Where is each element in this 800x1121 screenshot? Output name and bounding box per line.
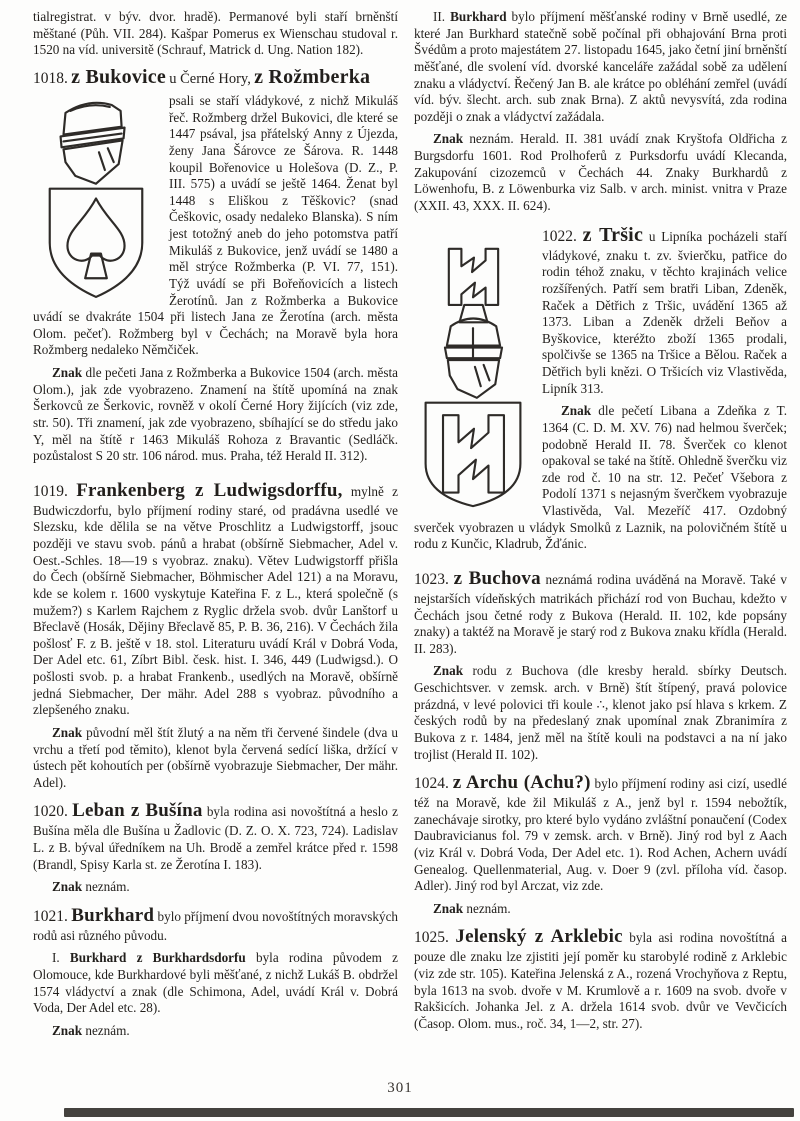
heading-middle-text: u Černé Hory, <box>169 70 251 87</box>
entry-number: 1018. <box>33 69 68 87</box>
znak-text: neznám. <box>82 879 130 895</box>
entry-1020-znak <box>33 879 398 896</box>
znak-text: rodu z Buchova (dle kresby herald. sbírky Deutsch. Geschichtsver. v zemsk. arch. v Brně) štít štípený, pravá polovice prázdná, v levé polovici tři koule ∴, klenot jako psí hlava s krkem. Z českých rodů by na předeslaný znak upomínal znak Zbranimíra z Bukova z r. 1484, jenž měl na štítě kouli na podstavci a na ní jako trojlist (Herald II. 102). <box>414 663 787 762</box>
family-name: z Bukovice <box>71 65 166 88</box>
family-name: z Buchova <box>453 567 541 589</box>
entry-1022 <box>414 223 787 559</box>
entry-number: 1019. <box>33 482 68 500</box>
entry-1018-heading <box>33 65 398 90</box>
entry-text: u Lipníka pocházeli staří vládykové, znaku t. zv. švierčku, patřice do rodin téhož znaku, v těchto krajinách velice rozšířených. Patří sem bratři Liban, Zdeněk, Raček a Dětřich z Tršic, uvádění 1365 až 1373. Liban a Zdeněk drželi Beňov a Byškovice, kteréžto zboží 1365 prodali, spolčivše se 1365 na Tršice a Bělou. Raček a Dětřich byli knězi. O Tršicích viz Vlastivěda, Lipník 313. <box>542 228 787 396</box>
entry-number: 1025. <box>414 929 449 947</box>
entry-1025 <box>414 925 787 1032</box>
znak-label: Znak <box>433 663 464 679</box>
spade-charge <box>67 199 124 261</box>
entry-text: bylo příjmení dvou novoštítných moravských rodů asi různého původu. <box>33 908 399 943</box>
entry-1024-text <box>414 771 787 895</box>
entry-number: 1023. <box>414 570 449 588</box>
coat-of-arms-trsice-image <box>414 243 532 512</box>
znak-text: neznám. Herald. II. 381 uvádí znak Kryštofa Oldřicha z Burgsdorfu 1601. Rod Prolhoferů z Purksdorfu uvádí Klecanda, Zakupování cizozemců v Čechách 44. Znaky Burkhardů z Löwenhofu, B. z Löwenburka viz Salb. v arch. minist. vnitra v Praze (XXII. 43, XXX. II. 624). <box>414 131 787 213</box>
entry-text: byla rodina asi novoštítná a heslo z Bušína měla dle Bušína u Žadlovic (D. Z. O. X. 723, 724). Ladislav L. z B. býval úředníkem na Uh. Brodě a zemřel krátce před r. 1598 (Brandl, Spisy Karla st. ze Žerotína I. 183). <box>33 804 399 872</box>
entry-1019 <box>33 479 398 792</box>
znak-text: neznám. <box>82 1022 130 1038</box>
znak-text: dle pečeti Jana z Rožmberka a Bukovice 1504 (arch. města Olom.), jak zde vyobrazeno. Znamení na štítě upomíná na znak Šerkovců ze Šerkovic, rovněž v okolí Černé Hory žijících (viz zde, str. 50). Tři znamení, jak zde vyobrazeno, sbíhající se do středu jako Y, měl na štítě r 1463 Mikuláš Rohoza z Bravantic (Sedláčk. pozůstalost S 20 str. 106 národ. mus. Praha, též Herald II. 312). <box>33 365 399 464</box>
branch-text: bylo příjmení měšťanské rodiny v Brně usedlé, ze které Jan Burkhard statečně sobě počínal při obhajování Brna proti Švédům a proto majestátem 27. listopadu 1645, jako četní jiní brněnští měšťané, dle svolení víd. dvorské kanceláře zažádal sobě za udělení znaku a vládyctví. Řečený Jan B. ale krátce po obléhání zemřel (uvádí víd. býv. šlecht. arch. sub znak Brna). Z aktů nevysvítá, zda rodina později o znak a vládyctví zažádala. <box>414 9 787 124</box>
entry-1019-text <box>33 479 398 719</box>
shield-outline <box>50 189 143 297</box>
entry-1021-text <box>33 904 398 945</box>
entry-1024 <box>414 771 787 917</box>
znak-label: Znak <box>433 900 464 916</box>
helmet-shading <box>99 148 114 170</box>
znak-text: neznám. <box>463 900 511 916</box>
znak-label: Znak <box>52 365 83 381</box>
entry-1019-znak <box>33 725 398 792</box>
family-name: Frankenberg z Ludwigsdorffu, <box>76 479 343 501</box>
entry-1023-znak <box>414 663 787 763</box>
entry-1018 <box>33 65 398 471</box>
entry-1021-branch-i <box>33 950 398 1017</box>
family-name: Jelenský z Arklebic <box>455 926 623 948</box>
entry-number: 1024. <box>414 775 449 793</box>
entry-1025-text <box>414 925 787 1032</box>
znak-text: původní měl štít žlutý a na něm tři červené šindele (dva u vrchu a třetí pod těmito), klenot byla červená sedící liška, držící v ústech pět kohoutích per (obšírně vyobrazuje Siebmacher, Der mähr. Adel). <box>33 724 399 790</box>
entry-1023 <box>414 567 787 763</box>
entry-number: 1022. <box>542 227 577 245</box>
branch-numeral: I. <box>52 950 70 966</box>
znak-text: dle pečetí Libana a Zdeňka z T. 1364 (C. D. M. XV. 76) nad helmou šverček; podobně Herald II. 78. Šverček co klenot opakoval se také na štítě. Ohledně šverčku viz zde rod č. 10 na str. 12. Pečeť Všebora z Podolí 1371 s nejasným šverčkem vyobrazuje Vlastivěda, Val. Mezeříč 417. Ozdobný sverček vyobrazen u vládyk Smolků z Laznik, na polovičném štítě u rodu z Kunčic, Kladrub, Žďánic. <box>414 403 787 552</box>
page-number: 301 <box>387 1080 413 1096</box>
entry-text: psali se staří vládykové, z nichž Mikuláš řeč. Rožmberg držel Bukovici, dle které se 1447 psával, jsa přátelský Anny z Újezda, ženy Jana Šárovce ze Šárova. R. 1448 koupil Bořenovice u Holešova (D. Z., P. III. 575) a uvádí se ještě 1464. Ženat byl 1448 s Eliškou z Těškovic? (snad Češkovic, osady nedaleko Blanska). S ním jest totožný aneb do jeho potomstva patří Mikuláš z Bukovice, jenž uvádí se 1480 a měl strýce Rožmberka (P. VI. 77, 151). Týž uvádí se při Bořeňovicích a listech Žerotínů. Jan z Rožmberka a Bukovice uvádí se dvakráte 1504 při listech Jana ze Žerotína (arch. města Olom. pečeť). Rožmberg byl v Čechách; na Moravě byla hora Rožmberg nedaleko Němčiček. <box>33 93 399 358</box>
znak-label: Znak <box>52 1022 83 1038</box>
entry-text: mylně z Budwiczdorfu, bylo příjmení rodiny staré, od pradávna usedlé ve Slezsku, kde dělila se na větve Proschlitz a Ludwigstorff, jsouc později ve stavu svob. pánů a hrabat (obšírně Siebmacher, Adel v. Oest.-Schles. 18—19 s vyobraz. znaku). Větev Ludwigstorff přišla do Čech (obšírně Siebmacher, Böhmischer Adel 121) a na Moravu, kde se kolem r. 1600 vyskytuje Kateřina F. z L., která společně (s mužem?) s Karlem Rajchem z Ryglic držela svob. dvůr Lanštorf u Břeclavě (Hosák, Dějiny Břeclavě 85, P. B. 36, 216). V Čechách žila pošlosť F. z B. ještě v 18. stol. Literaturu uvádí Král v Dobrá Voda, Der Adel etc. 61, Zíbrt Bibl. česk. hist. I. 346, 449 (Ludwigsd.). O pošlosti svob. p. a hrabat Frankenb., usedlých na Moravě, obšírně jedná Siebmacher, Der mähr. Adel 288 s vyobraz. původního a zlepšeného znaku. <box>33 483 399 718</box>
helmet-shading <box>475 364 490 385</box>
entry-1020 <box>33 799 398 895</box>
entry-number: 1020. <box>33 803 68 821</box>
znak-label: Znak <box>433 131 464 147</box>
intro-text: tialregistrat. v býv. dvor. hradě). Permanové byli staří brněnští měštané (Půh. VII. 284). Kašpar Pomerus ex Wienschau studoval r. 1520 na víd. universitě (Schrauf, Matrick d. Ung. Nation 182). <box>33 9 399 58</box>
entry-1020-text <box>33 799 398 873</box>
znak-label: Znak <box>561 403 592 419</box>
znak-label: Znak <box>52 724 83 740</box>
znak-label: Znak <box>52 879 83 895</box>
scan-edge-artifact <box>64 1108 794 1117</box>
family-name: Burkhard <box>71 904 155 926</box>
entry-text: bylo příjmení rodiny asi cizí, usedlé též na Moravě, kde žil Mikuláš z A., jenž byl r. 1594 nebožtík, zanechávaje sirotky, pro které bylo vydáno zvláštní ponaučení (Codex Daubravicianus fol. 79 v zemsk. arch. v Brně). Jiný rod byl z Aach (viz Král v. Dobrá Voda, Der Adel etc. 1). Rod Achen, Achern uvádí Genealog. Quellenmaterial, Aug. v. Doer 9 (zvl. příloha víd. časop. Adler). Jiný rod byl Arczat, viz zde. <box>414 776 788 894</box>
crest-n-rune <box>449 248 498 304</box>
spade-foot <box>85 254 107 279</box>
entry-1024-znak <box>414 901 787 918</box>
branch-ii-text <box>414 9 787 125</box>
entry-1021 <box>33 904 398 1040</box>
shield-n-rune <box>443 415 504 492</box>
entry-1021-znak <box>33 1023 398 1040</box>
entry-1023-text <box>414 567 787 657</box>
branch-family-name: Burkhard <box>450 9 507 24</box>
family-name: z Archu (Achu?) <box>452 772 591 794</box>
entry-number: 1021. <box>33 907 68 925</box>
left-column <box>33 9 398 1048</box>
entry-1018-znak <box>33 365 398 465</box>
coat-of-arms-bukovice-image <box>33 95 159 302</box>
family-name: z Tršic <box>582 223 644 246</box>
branch-family-name: Burkhard z Burkhardsdorfu <box>69 950 246 966</box>
entry-1018-body-block <box>33 93 398 465</box>
branch-ii-znak <box>414 131 787 214</box>
family-name-2: z Rožmberka <box>254 65 371 88</box>
branch-text: byla rodina původem z Olomouce, kde Burkhardové byli měšťané, z nichž Lukáš B. obdržel 1574 vládyctví a znak (dle Schimona, Adel, uvádí Král v. Dobrá Voda, Der Adel etc. 28). <box>33 950 399 1016</box>
helmet-lower <box>448 360 499 398</box>
family-name: Leban z Bušína <box>72 800 203 822</box>
shield-outline <box>426 402 521 505</box>
right-column <box>414 9 787 1048</box>
branch-numeral: II. <box>433 9 451 24</box>
entry-text: byla asi rodina novoštítná a pouze dle znaku lze zjistiti její poměr ku starobylé rodině z Arklebic (viz zde str. 105). Kateřina Jelenská z A., rozená Vrochyňova z Reptu, byla 1613 na svob. dvoře v M. Krumlově a r. 1609 na svob. dvoře v Rakšicích. Johanka Jel. z A. držela 1614 svob. dvůr ve Vevčicích (Časop. Olom. mus., roč. 34, 1—2, str. 27). <box>414 930 788 1031</box>
entry-text: neznámá rodina uváděná na Moravě. Také v nejstarších vídeňských matrikách přichází rod von Buchau, kdežto v Čechách jsou četné rody z Bukova (Herald. II. 102, kde popsány znaky) a taktéž na Moravě je starý rod z Bukova znaku křídla (Herald. II. 283). <box>414 571 788 656</box>
intro-continuation-paragraph <box>33 9 398 59</box>
entry-1021-branch-ii <box>414 9 787 215</box>
